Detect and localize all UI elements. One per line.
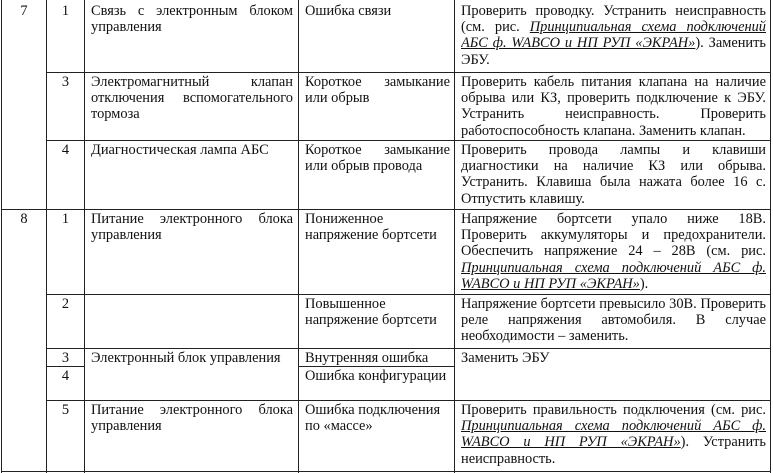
table-border-left — [1, 0, 2, 473]
row-divider — [46, 348, 771, 349]
schematic-reference: Принципиальная схема подключений АБС ф. WABCO и НП РУП «ЭКРАН» — [461, 19, 766, 52]
code-cell: 1 — [61, 211, 70, 227]
fault-cell: Пониженное напряжение бортсети — [305, 211, 437, 244]
column-divider-component — [298, 0, 299, 473]
code-cell: 4 — [61, 142, 70, 158]
schematic-reference: Принципиальная схема подключений АБС ф. WABCO и НП РУП «ЭКРАН» — [461, 259, 766, 292]
row-divider — [46, 400, 771, 401]
action-text: Проверить провода лампы и клавиши диагностики на наличие КЗ или обрыва. Устранить. Клавиша была нажата более 16 с. Отпустить клавишу. — [461, 142, 766, 207]
component-cell: Электронный блок управления — [91, 350, 281, 366]
code-cell: 4 — [61, 368, 70, 384]
column-divider-fault — [454, 0, 455, 473]
group-divider — [1, 209, 771, 210]
code-cell: 3 — [61, 74, 70, 90]
component-cell: Диагностическая лампа АБС — [91, 142, 269, 158]
table-border-right — [770, 0, 771, 473]
fault-cell: Ошибка подключения по «массе» — [305, 402, 441, 435]
component-cell: Питание электронного блока управления — [91, 211, 293, 244]
action-cell — [461, 142, 766, 207]
action-text: ). — [639, 275, 649, 292]
action-text: Заменить ЭБУ — [461, 350, 550, 366]
column-divider-code — [84, 0, 85, 473]
action-text: Проверить проводку. Устранить неисправность (см. рис. — [461, 3, 766, 36]
component-cell: Электромагнитный клапан отключения вспомогательного тормоза — [91, 74, 293, 123]
action-text: ). Устранить неисправность. — [461, 434, 766, 467]
fault-cell: Короткое замыкание или обрыв провода — [305, 142, 450, 175]
fault-cell: Повышенное напряжение бортсети — [305, 296, 437, 329]
fault-cell: Ошибка связи — [305, 3, 392, 19]
action-cell — [461, 74, 766, 139]
code-cell: 5 — [61, 402, 70, 418]
action-text: Напряжение бортсети упало ниже 18В. Проверить аккумуляторы и предохранители. Обеспечить напряжение 24 – 28В (см. рис. — [461, 211, 766, 260]
action-cell — [461, 296, 766, 345]
code-cell: 1 — [61, 3, 70, 19]
group-number-cell: 8 — [20, 211, 28, 227]
action-text: ). Заменить ЭБУ. — [461, 35, 766, 68]
action-text: Проверить кабель питания клапана на наличие обрыва или КЗ, проверить подключение к ЭБУ. Устранить неисправность. Проверить работоспособность клапана. Заменить клапан. — [461, 74, 766, 139]
row-divider — [46, 140, 771, 141]
code-cell: 2 — [61, 296, 70, 312]
action-cell — [461, 3, 766, 68]
code-cell: 3 — [61, 350, 70, 366]
action-cell — [461, 350, 766, 366]
action-text: Проверить правильность подключения (см. рис. — [461, 402, 766, 418]
action-cell — [461, 211, 766, 292]
action-cell — [461, 402, 766, 467]
action-text: Напряжение бортсети превысило 30В. Проверить реле напряжения автомобиля. В случае необходимости – заменить. — [461, 296, 766, 345]
row-divider — [46, 72, 771, 73]
component-cell: Связь с электронным блоком управления — [91, 3, 293, 36]
component-cell: Питание электронного блока управления — [91, 402, 293, 435]
fault-cell: Короткое замыкание или обрыв — [305, 74, 450, 107]
fault-cell: Внутренняя ошибка — [305, 350, 429, 366]
row-divider — [46, 294, 771, 295]
schematic-reference: Принципиальная схема подключений АБС ф. WABCO и НП РУП «ЭКРАН» — [461, 418, 766, 451]
table-border-bottom — [1, 471, 771, 472]
fault-cell: Ошибка конфигурации — [305, 368, 447, 384]
group-number-cell: 7 — [20, 3, 28, 19]
